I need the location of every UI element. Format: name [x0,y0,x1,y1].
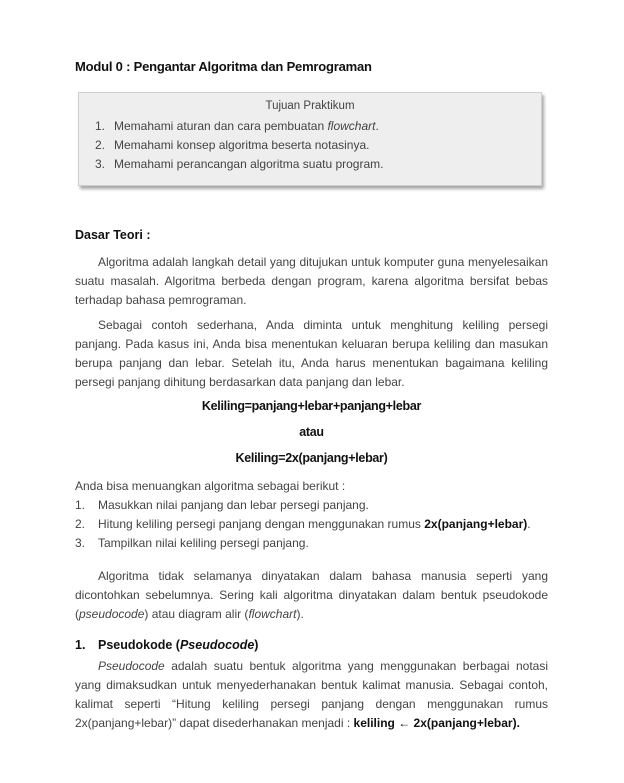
objectives-box [78,92,542,186]
formula-or: atau [299,425,324,439]
step-item: 1. Masukkan nilai panjang dan lebar persegi panjang. [75,498,369,512]
objectives-heading: Tujuan Praktikum [265,100,355,112]
steps-intro: Anda bisa menuangkan algoritma sebagai berikut : [75,479,346,493]
section-heading-pseudokode: 1. Pseudokode (Pseudocode) [75,638,259,652]
step-item: 2. Hitung keliling persegi panjang dengan menggunakan rumus 2x(panjang+lebar). [75,517,531,531]
step-item: 3. Tampilkan nilai keliling persegi panjang. [75,536,309,550]
formula-keliling-1: Keliling=panjang+lebar+panjang+lebar [201,399,422,413]
paragraph-pseudocode: Pseudocode adalah suatu bentuk algoritma yang menggunakan berbagai notasi yang dimaksudkan untuk menyederhanakan bentuk kalimat manusia. Sebagai contoh, kalimat seperti “Hitung keliling persegi panjang dengan menggunakan rumus 2x(panjang+lebar)” dapat disederhanakan menjadi : keliling ← 2x(panjang+lebar). [75,659,548,730]
objectives-list [95,117,383,174]
section-heading-dasar-teori: Dasar Teori : [75,228,151,242]
paragraph-algoritma-definition: Algoritma adalah langkah detail yang ditujukan untuk komputer guna menyelesaikan suatu masalah. Algoritma berbeda dengan program, karena algoritma bersifat bebas terhadap bahasa pemrograman. [75,255,548,307]
formula-keliling-2: Keliling=2x(panjang+lebar) [235,451,388,465]
paragraph-representation: Algoritma tidak selamanya dinyatakan dalam bahasa manusia seperti yang dicontohkan sebelumnya. Sering kali algoritma dinyatakan dalam bentuk pseudokode (pseudocode) atau diagram alir (flowchart). [75,569,548,621]
paragraph-example: Sebagai contoh sederhana, Anda diminta untuk menghitung keliling persegi panjang. Pada kasus ini, Anda bisa menentukan keluaran berupa keliling dan masukan berupa panjang dan lebar. Setelah itu, Anda harus menentukan bagaimana keliling persegi panjang dihitung berdasarkan data panjang dan lebar. [75,318,548,389]
module-title: Modul 0 : Pengantar Algoritma dan Pemrograman [75,59,372,74]
algorithm-steps [75,496,531,553]
objective-item: 3. Memahami perancangan algoritma suatu program. [95,157,384,171]
objective-item: 1. Memahami aturan dan cara pembuatan flowchart. [95,119,379,133]
objective-item: 2. Memahami konsep algoritma beserta notasinya. [95,138,370,152]
